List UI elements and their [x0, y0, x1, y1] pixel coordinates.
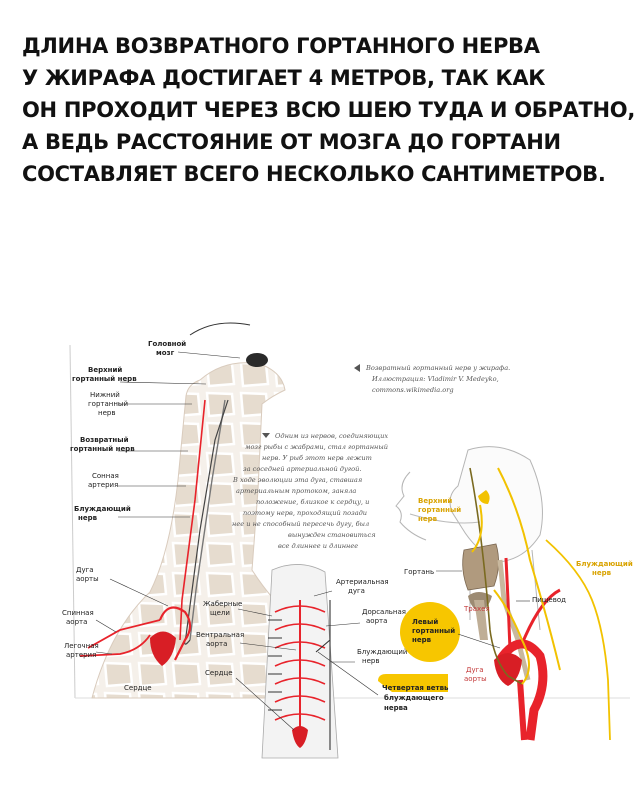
label-lower-laryngeal-nerve: Нижний гортанный нерв	[88, 391, 129, 417]
label-ventral-aorta: Вентральная аорта	[196, 631, 245, 648]
credit-arrow-icon	[354, 364, 360, 372]
giraffe-brain	[246, 353, 268, 367]
headline-line: У ЖИРАФА ДОСТИГАЕТ 4 МЕТРОВ, ТАК КАК	[22, 66, 546, 90]
headline-line: ОН ПРОХОДИТ ЧЕРЕЗ ВСЮ ШЕЮ ТУДА И ОБРАТНО,	[22, 98, 636, 122]
explanation-text: Одним из нервов, соединяющих мозг рыбы с жабрами, стал гортанный нерв. У рыб этот нерв лежит за соседней артериальной дугой. В ходе эволюции эта дуга, ставшая артериальным протоком, заняла положение, близкое к сердцу, и поэтому нерв, проходящий позади нее и не способный пересечь дугу, был вынужден становиться все длиннее и длиннее	[232, 432, 389, 550]
label-pulmonary-artery: Легочная артерия	[64, 642, 99, 659]
human-descending-aorta	[520, 680, 524, 740]
label-vagus-nerve: Блуждающий нерв	[74, 505, 131, 522]
label-human-upper-nerve: Верхний гортанный нерв	[418, 497, 462, 523]
anatomy-illustration	[0, 300, 640, 770]
headline-line: СОСТАВЛЯЕТ ВСЕГО НЕСКОЛЬКО САНТИМЕТРОВ.	[22, 162, 606, 186]
leader-left-nerve	[458, 634, 500, 648]
label-brain: Головной мозг	[148, 340, 187, 357]
label-fish-heart: Сердце	[205, 669, 233, 677]
label-carotid-artery: Сонная артерия	[88, 472, 119, 489]
label-trachea: Трахея	[464, 605, 490, 613]
explanation-arrow-icon	[262, 433, 270, 438]
label-giraffe-heart: Сердце	[124, 684, 152, 692]
label-left-laryngeal-nerve: Левый гортанный нерв	[412, 618, 456, 644]
headline-line: А ВЕДЬ РАССТОЯНИЕ ОТ МОЗГА ДО ГОРТАНИ	[22, 130, 561, 154]
label-upper-laryngeal-nerve: Верхний гортанный нерв	[72, 366, 137, 383]
headline	[22, 30, 636, 190]
label-dorsal-aorta: Спинная аорта	[62, 609, 94, 626]
label-human-aortic-arch: Дуга аорты	[464, 666, 487, 683]
label-aortic-arch: Дуга аорты	[76, 566, 99, 583]
label-arterial-arch: Артериальная дуга	[336, 578, 389, 595]
label-fourth-branch: Четвертая ветвь блуждающего нерва	[382, 684, 449, 712]
label-larynx: Гортань	[404, 568, 435, 576]
label-human-vagus: Блуждающий нерв	[576, 560, 633, 577]
label-fish-vagus: Блуждающий нерв	[357, 648, 408, 665]
label-esophagus: Пищевод	[532, 596, 566, 604]
label-recurrent-nerve: Возвратный гортанный нерв	[70, 436, 135, 453]
label-fish-dorsal-aorta: Дорсальная аорта	[362, 608, 407, 625]
label-gill-slits: Жаберные щели	[203, 600, 243, 617]
headline-line: ДЛИНА ВОЗВРАТНОГО ГОРТАННОГО НЕРВА	[22, 34, 540, 58]
credit-caption: Возвратный гортанный нерв у жирафа. Иллюстрация: Vladimir V. Medeyko, commons.wikimedia.org	[366, 364, 511, 394]
human-larynx	[463, 544, 499, 590]
brain-pointer-arrow	[190, 323, 250, 335]
